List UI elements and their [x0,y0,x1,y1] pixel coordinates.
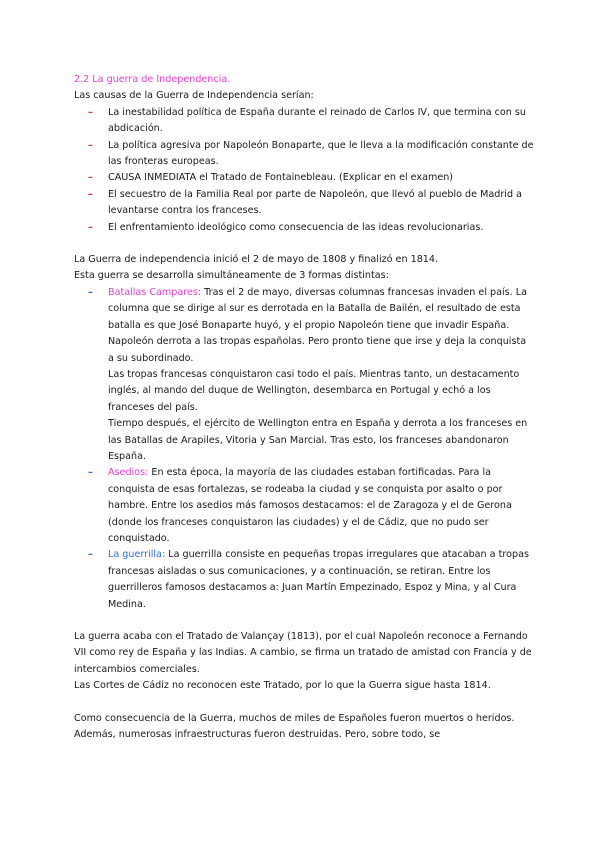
list-item: – La política agresiva por Napoleón Bonaparte, que le lleva a la modificación constante de las fronteras europeas. [88,139,534,168]
dash-bullet-icon: – [88,467,93,479]
form-label-sieges: Asedios: [108,467,149,479]
form-label-guerrilla: La guerrilla: [108,549,166,561]
list-item: – Asedios: En esta época, la mayoría de las ciudades estaban fortificadas. Para la conquista de esas fortalezas, se rodeaba la ciudad y se conquista por asalto o por hambre. Entre los asedios más famosos destacamos: el de Zaragoza y el de Gerona (donde los franceses conquistaron las ciudades) y el de Cádiz, que no pudo ser conquistado. [88,467,512,544]
battles-extra-1: Las tropas francesas conquistaron casi todo el país. Mientras tanto, un destacamento inglés, al mando del duque de Wellington, desembarca en Portugal y echó a los franceses del país. [108,368,520,413]
dash-bullet-icon: – [88,139,93,151]
treaty-paragraph: La guerra acaba con el Tratado de Valançay (1813), por el cual Napoleón reconoce a Fernando VII como rey de España y las Indias. A cambio, se firma un tratado de amistad con Francia y de intercambios comerciales. [74,631,532,675]
list-item: – CAUSA INMEDIATA el Tratado de Fontainebleau. (Explicar en el examen) [74,170,534,186]
consequence-paragraph: Como consecuencia de la Guerra, muchos de miles de Españoles fueron muertos o heridos. Además, numerosas infraestructuras fueron destruidas. Pero, sobre todo, se [74,712,515,741]
causes-list [74,105,534,236]
dash-bullet-icon: – [88,172,93,184]
list-item: – La inestabilidad política de España durante el reinado de Carlos IV, que termina con su abdicación. [88,106,527,135]
war-forms-intro: Esta guerra se desarrolla simultáneamente de 3 formas distintas: [74,270,389,282]
list-item: – Batallas Campares: Tras el 2 de mayo, diversas columnas francesas invaden el país. La columna que se dirige al sur es derrotada en la Batalla de Bailén, el resultado de esta batalla es que José Bonaparte huyó, y el propio Napoleón tiene que invadir España. Napoleón derrota a las tropas españolas. Pero pronto tiene que irse y deja la conquista a su subordinado. Las tropas francesas conquistaron casi todo el país. Mientras tanto, un destacamento inglés, al mando del duque de Wellington, desembarca en Portugal y echó a los franceses del país. Tiempo después, el ejército de Wellington entra en España y derrota a los franceses en las Batallas de Arapiles, Vitoria y San Marcial. Tras esto, los franceses abandonaron España. [74,285,534,465]
dash-bullet-icon: – [88,188,93,200]
war-forms-list [74,285,534,613]
war-start-line: La Guerra de independencia inició el 2 de mayo de 1808 y finalizó en 1814. [74,254,439,266]
section-title: 2.2 La guerra de Independencia. [74,74,231,85]
causes-intro: Las causas de la Guerra de Independencia serían: [74,90,314,102]
form-label-battles: Batallas Campares: [108,286,202,298]
list-item: – La guerrilla: La guerrilla consiste en pequeñas tropas irregulares que atacaban a tropas francesas aisladas o sus comunicaciones, y a continuación, se retiran. Entre los guerrilleros famosos destacamos a: Juan Martín Empezinado, Espoz y Mina, y al Cura Medina. [88,549,529,610]
list-item: – El enfrentamiento ideológico como consecuencia de las ideas revolucionarias. [74,220,534,236]
dash-bullet-icon: – [88,549,93,561]
dash-bullet-icon: – [88,286,93,298]
dash-bullet-icon: – [88,106,93,118]
battles-extra-2: Tiempo después, el ejército de Wellington entra en España y derrota a los franceses en las Batallas de Arapiles, Vitoria y San Marcial. Tras esto, los franceses abandonaron España. [108,418,528,462]
cortes-paragraph: Las Cortes de Cádiz no reconocen este Tratado, por lo que la Guerra sigue hasta 1814. [74,680,491,692]
dash-bullet-icon: – [88,221,93,233]
list-item: – El secuestro de la Familia Real por parte de Napoleón, que llevó al pueblo de Madrid a levantarse contra los franceses. [88,188,522,217]
document-content [74,72,534,743]
